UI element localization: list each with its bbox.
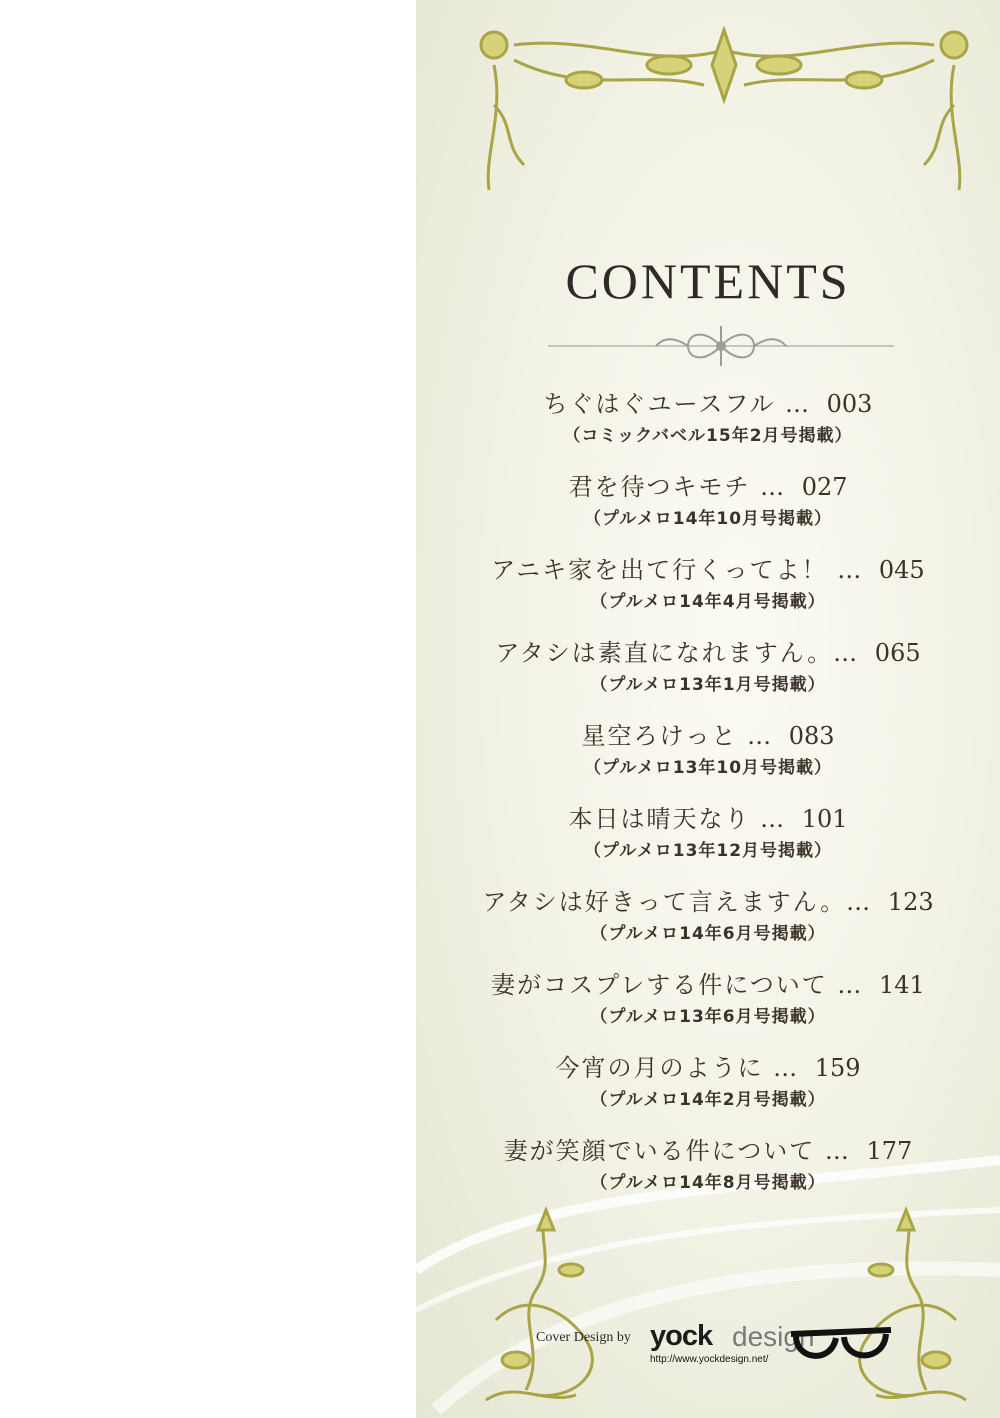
toc-entry[interactable]: 今宵の月のように … 159 （プルメロ14年2月号掲載） <box>416 1049 1000 1132</box>
table-of-contents <box>416 385 1000 1215</box>
toc-entry-title: アタシは好きって言えますん。 <box>482 888 847 916</box>
toc-entry-title: 本日は晴天なり <box>568 805 751 833</box>
bottom-ornament-frame <box>476 1200 976 1415</box>
credit-brand-logo: yock <box>650 1320 713 1352</box>
toc-page-number: 101 <box>801 805 848 833</box>
toc-page-number: 123 <box>887 888 934 916</box>
credit-url[interactable]: http://www.yockdesign.net/ <box>650 1354 769 1365</box>
toc-page-number: 065 <box>874 639 921 667</box>
toc-page-number: 083 <box>788 722 835 750</box>
toc-entry-publication-note: （プルメロ14年2月号掲載） <box>590 1090 826 1110</box>
toc-entry-publication-note: （プルメロ13年1月号掲載） <box>590 675 826 695</box>
toc-page-number: 003 <box>826 390 873 418</box>
glasses-logo-icon <box>786 1320 896 1370</box>
toc-entry-title: 今宵の月のように <box>555 1054 764 1082</box>
toc-entry[interactable]: アタシは素直になれますん。… 065 （プルメロ13年1月号掲載） <box>416 634 1000 717</box>
toc-entry-publication-note: （プルメロ14年8月号掲載） <box>590 1173 826 1193</box>
toc-entry-title: 妻がコスプレする件について <box>491 971 828 999</box>
credit-brand-logo-light: design <box>732 1321 815 1352</box>
toc-entry[interactable]: アタシは好きって言えますん。… 123 （プルメロ14年6月号掲載） <box>416 883 1000 966</box>
toc-entry[interactable]: 妻が笑顔でいる件について … 177 （プルメロ14年8月号掲載） <box>416 1132 1000 1215</box>
cover-design-credit <box>536 1320 976 1378</box>
toc-page-number: 141 <box>879 971 925 999</box>
toc-entry-publication-note: （プルメロ14年4月号掲載） <box>590 592 826 612</box>
toc-entry-title: 妻が笑顔でいる件について <box>503 1137 816 1165</box>
top-ornament-frame <box>474 25 974 200</box>
toc-entry-publication-note: （プルメロ13年12月号掲載） <box>583 841 833 861</box>
toc-entry[interactable]: 本日は晴天なり … 101 （プルメロ13年12月号掲載） <box>416 800 1000 883</box>
toc-entry[interactable]: 妻がコスプレする件について … 141 （プルメロ13年6月号掲載） <box>416 966 1000 1049</box>
page-title: CONTENTS <box>565 253 851 309</box>
toc-entry[interactable]: 君を待つキモチ … 027 （プルメロ14年10月号掲載） <box>416 468 1000 551</box>
toc-entry[interactable]: アニキ家を出て行くってよ！ … 045 （プルメロ14年4月号掲載） <box>416 551 1000 634</box>
toc-page-number: 177 <box>866 1137 913 1165</box>
toc-entry-publication-note: （プルメロ13年6月号掲載） <box>590 1007 826 1027</box>
toc-page-number: 159 <box>814 1054 861 1082</box>
title-divider-ornament <box>548 320 894 372</box>
toc-entry[interactable]: ちぐはぐユースフル … 003 （コミックバベル15年2月号掲載） <box>416 385 1000 468</box>
toc-entry-title: アニキ家を出て行くってよ！ <box>491 556 828 584</box>
toc-entry[interactable]: 星空ろけっと … 083 （プルメロ13年10月号掲載） <box>416 717 1000 800</box>
contents-panel <box>416 0 1000 1418</box>
toc-page-number: 045 <box>878 556 925 584</box>
toc-entry-title: アタシは素直になれますん。 <box>495 639 834 667</box>
toc-entry-title: 君を待つキモチ <box>568 473 751 501</box>
toc-entry-publication-note: （プルメロ14年10月号掲載） <box>583 509 833 529</box>
toc-entry-title: ちぐはぐユースフル <box>543 390 776 418</box>
credit-prefix: Cover Design by <box>536 1330 631 1345</box>
toc-entry-publication-note: （プルメロ13年10月号掲載） <box>583 758 833 778</box>
toc-page-number: 027 <box>801 473 848 501</box>
toc-entry-title: 星空ろけっと <box>581 722 738 750</box>
toc-entry-publication-note: （コミックバベル15年2月号掲載） <box>563 426 853 446</box>
toc-entry-publication-note: （プルメロ14年6月号掲載） <box>590 924 826 944</box>
